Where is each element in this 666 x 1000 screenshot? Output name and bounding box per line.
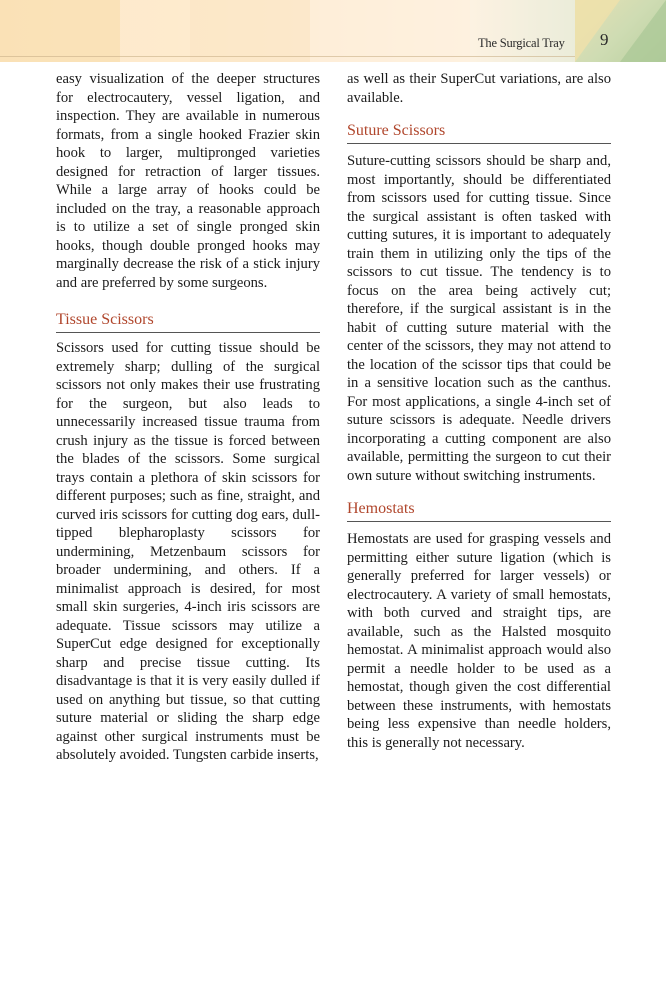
header-band (0, 0, 666, 62)
header-rule (0, 56, 575, 57)
running-head: The Surgical Tray (478, 36, 565, 50)
section-heading-tissue-scissors: Tissue Scissors (56, 310, 320, 333)
header-decor-block (120, 0, 190, 62)
left-column (56, 70, 320, 765)
section-heading-hemostats: Hemostats (347, 499, 611, 522)
body-paragraph: Suture-cutting scissors should be sharp and, most importantly, should be differentiated from scissors used for cutting tissue. Since the surgical assistant is often tasked with cutting sutures, it is important to adequately train them in utilizing only the tips of the scissors to cut tissue. The tendency is to focus on the area being actively cut; therefore, if the surgical assistant is in the habit of cutting suture material with the center of the scissors, they may not attend to the location of the scissor tips that could be in a sensitive location such as the canthus. For most applications, a single 4-inch set of suture scissors is adequate. Needle drivers incorporating a cutting component are also available, permitting the surgeon to cut their own suture without switching instruments. (347, 153, 611, 484)
section-heading-suture-scissors: Suture Scissors (347, 121, 611, 144)
header-decor-block (310, 0, 470, 62)
body-paragraph: as well as their SuperCut variations, are also available. (347, 71, 611, 106)
page-number: 9 (600, 30, 609, 49)
right-column (347, 70, 611, 752)
body-paragraph: Hemostats are used for grasping vessels and permitting either suture ligation (which is generally preferred for larger vessels) or electrocautery. A variety of small hemostats, with both curved and straight tips, are available, such as the Halsted mosquito hemostat. A minimalist approach would also permit a needle holder to be used as a hemostat, though given the cost differential between these instruments, with hemostats being less expensive than needle holders, this is generally not necessary. (347, 531, 611, 751)
body-paragraph: Scissors used for cutting tissue should be extremely sharp; dulling of the surgical scissors not only makes their use frustrating for the surgeon, but also leads to unnecessarily increased tissue trauma from crush injury as the tissue is forced between the blades of the scissors. Some surgical trays contain a plethora of skin scissors for different purposes; such as fine, straight, and curved iris scissors for cutting dog ears, dull-tipped blepharoplasty scissors for undermining, Metzenbaum scissors for broader undermining, and others. If a minimalist approach is desired, for most small skin surgeries, 4-inch iris scissors are adequate. Tissue scissors may utilize a SuperCut edge designed for exceptionally sharp and precise tissue cutting. Its disadvantage is that it is very easily dulled if used on anything but tissue, so that cutting suture material or sliding the sharp edge against other surgical instruments must be absolutely avoided. Tungsten carbide inserts, (56, 340, 320, 763)
header-decor-block (0, 0, 120, 62)
header-decor-triangle (620, 0, 666, 62)
body-paragraph: easy visualization of the deeper structures for electrocautery, vessel ligation, and inspection. They are available in numerous formats, from a single hooked Frazier skin hook to larger, multipronged varieties designed for retraction of larger tissues. While a large array of hooks could be included on the tray, a reasonable approach is to utilize a set of single pronged skin hooks, though double pronged hooks may marginally decrease the risk of a stick injury and are preferred by some surgeons. (56, 71, 320, 291)
header-decor-triangle (575, 0, 620, 62)
header-decor-block (190, 0, 310, 62)
